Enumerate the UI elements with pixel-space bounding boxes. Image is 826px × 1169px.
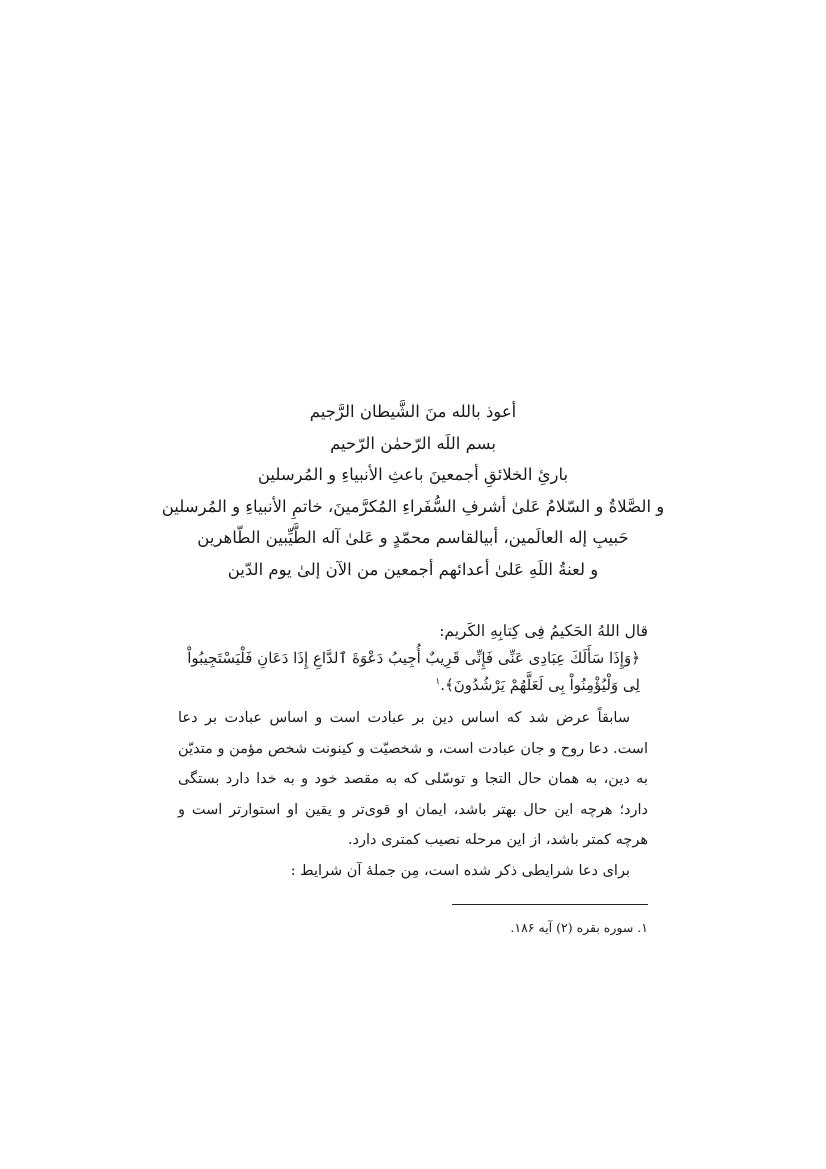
invocation-line: بسم اللَه الرّحمٰن الرّحيم [330, 433, 496, 453]
invocation-line: بارئِ الخلائقِ أجمعينَ باعثِ الأنبياءِ و المُرسلين [257, 465, 569, 484]
quran-verse [178, 646, 648, 697]
paragraph: برای دعا شرايطی ذكر شده است، مِن جملهٔ آن شرايط : [290, 862, 630, 879]
footnote-divider [452, 904, 648, 905]
main-text [178, 616, 648, 886]
invocation-line: و الصَّلاةُ و السّلامُ عَلیٰ أشرفِ السُّفَراءِ المُكرَّمينَ، خاتمِ الأنبياءِ و المُرسلين [161, 496, 665, 516]
footnote: ۱. سوره بقره (۲) آيه ۱۸۶. [510, 920, 648, 935]
verse-text: ﴿وَإِذَا سَأَلَكَ عِبَادِی عَنِّی فَإِنِّی قَرِيبٌ أُجِيبُ دَعْوَةَ ٱلدَّاعِ إِذَا دَعَانِ فَلْيَسْتَجِيبُواْ لِی وَلْيُؤْمِنُواْ بِی لَعَلَّهُمْ يَرْشُدُونَ﴾. [187, 649, 640, 694]
footnote-marker: ۱ [435, 677, 441, 687]
invocation-line: أعوذ بالله منَ الشَّيطان الرَّجيم [309, 402, 517, 421]
quote-intro: قال اللهُ الحَكيمُ فِی كِتابِهِ الكَريم: [439, 622, 648, 640]
paragraph: سابقاً عرض شد كه اساس دين بر عبادت است و اساس عبادت بر دعا است. دعا روح و جان عبادت است، و شخصيّت و كينونت شخص مؤمن و متديّن به دين، به همان حال التجا و توسّلی كه به مقصد خود و به خدا دارد بستگی دارد؛ هرچه اين حال بهتر باشد، ايمان او قوی‌تر و يقين او استوارتر است و هرچه كمتر باشد، از اين مرحله نصيب كمتری دارد. [178, 710, 648, 848]
invocation-line: و لعنةُ اللَهِ عَلیٰ أعدائهم أجمعين من الآن إلیٰ يوم الدّين [227, 559, 599, 579]
invocation-line: حَبيبِ إله العالَمين، أبیالقاسم محمّدٍ و عَلیٰ آله الطَّيِّبين الطّاهرين [197, 528, 629, 547]
opening-invocation [100, 396, 726, 585]
